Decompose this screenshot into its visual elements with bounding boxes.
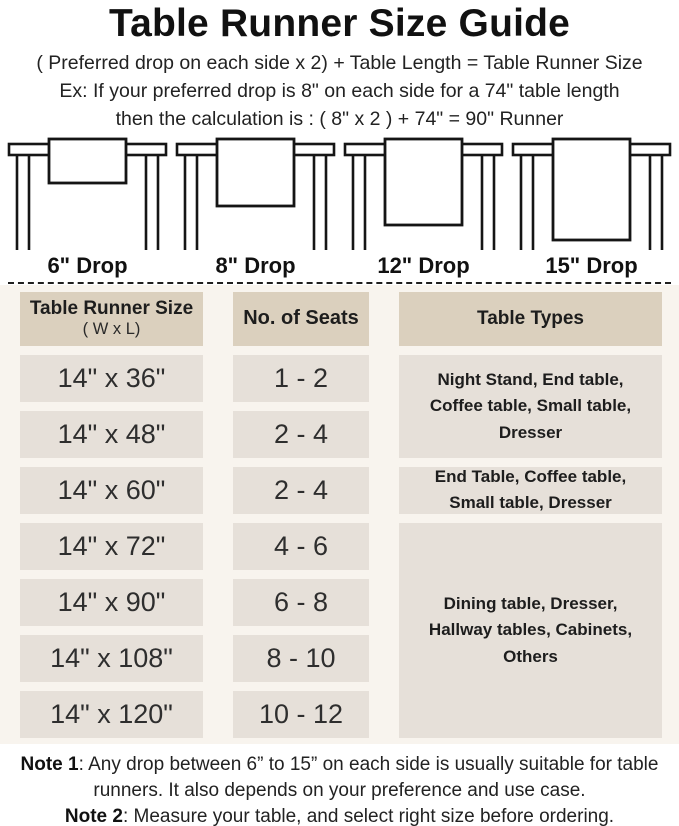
table-types-cell: Night Stand, End table, Coffee table, Small table, Dresser xyxy=(399,355,662,458)
size-cell: 14" x 60" xyxy=(20,467,203,514)
table-types-cell: Dining table, Dresser, Hallway tables, Cabinets, Others xyxy=(399,523,662,738)
drop-label-6in: 6" Drop xyxy=(47,252,128,278)
seats-cell: 1 - 2 xyxy=(233,355,369,402)
header-runner-size: Table Runner Size ( W x L) xyxy=(20,292,203,346)
seats-cell: 2 - 4 xyxy=(233,411,369,458)
note-2-text: : Measure your table, and select right size before ordering. xyxy=(122,806,615,826)
page-title: Table Runner Size Guide xyxy=(108,2,571,45)
example-line-2: then the calculation is : ( 8" x 2 ) + 74" = 90" Runner xyxy=(115,107,564,130)
dashed-divider-line xyxy=(8,282,671,284)
formula-text: ( Preferred drop on each side x 2) + Table Length = Table Runner Size xyxy=(36,51,643,74)
size-cell: 14" x 48" xyxy=(20,411,203,458)
seats-cell: 8 - 10 xyxy=(233,635,369,682)
size-cell: 14" x 120" xyxy=(20,691,203,738)
table-runner-diagram-6in xyxy=(6,137,169,253)
size-cell: 14" x 72" xyxy=(20,523,203,570)
note-1 xyxy=(6,752,674,804)
drop-diagrams xyxy=(0,137,679,253)
seats-cell: 4 - 6 xyxy=(233,523,369,570)
note-2-label: Note 2 xyxy=(64,806,123,826)
size-table-panel xyxy=(0,285,679,744)
note-2 xyxy=(6,804,674,826)
size-cell: 14" x 90" xyxy=(20,579,203,626)
drop-label-8in: 8" Drop xyxy=(215,252,296,278)
header-seats: No. of Seats xyxy=(233,292,369,346)
example-line-1: Ex: If your preferred drop is 8" on each side for a 74" table length xyxy=(59,79,620,102)
note-1-text: : Any drop between 6” to 15” on each side is usually suitable for table runners. It also depends on your preference and use case. xyxy=(78,753,659,802)
notes-section xyxy=(0,752,679,826)
table-runner-diagram-8in xyxy=(174,137,337,253)
drop-label-12in: 12" Drop xyxy=(377,252,470,278)
table-runner-diagram-15in xyxy=(510,137,673,253)
table-types-cell: End Table, Coffee table, Small table, Dresser xyxy=(399,467,662,514)
seats-cell: 6 - 8 xyxy=(233,579,369,626)
size-cell: 14" x 108" xyxy=(20,635,203,682)
drop-labels-row xyxy=(0,253,679,279)
size-table xyxy=(20,292,662,738)
note-1-label: Note 1 xyxy=(20,753,79,775)
seats-cell: 2 - 4 xyxy=(233,467,369,514)
size-cell: 14" x 36" xyxy=(20,355,203,402)
drop-label-15in: 15" Drop xyxy=(545,252,638,278)
table-runner-diagram-12in xyxy=(342,137,505,253)
seats-cell: 10 - 12 xyxy=(233,691,369,738)
header-table-types: Table Types xyxy=(399,292,662,346)
